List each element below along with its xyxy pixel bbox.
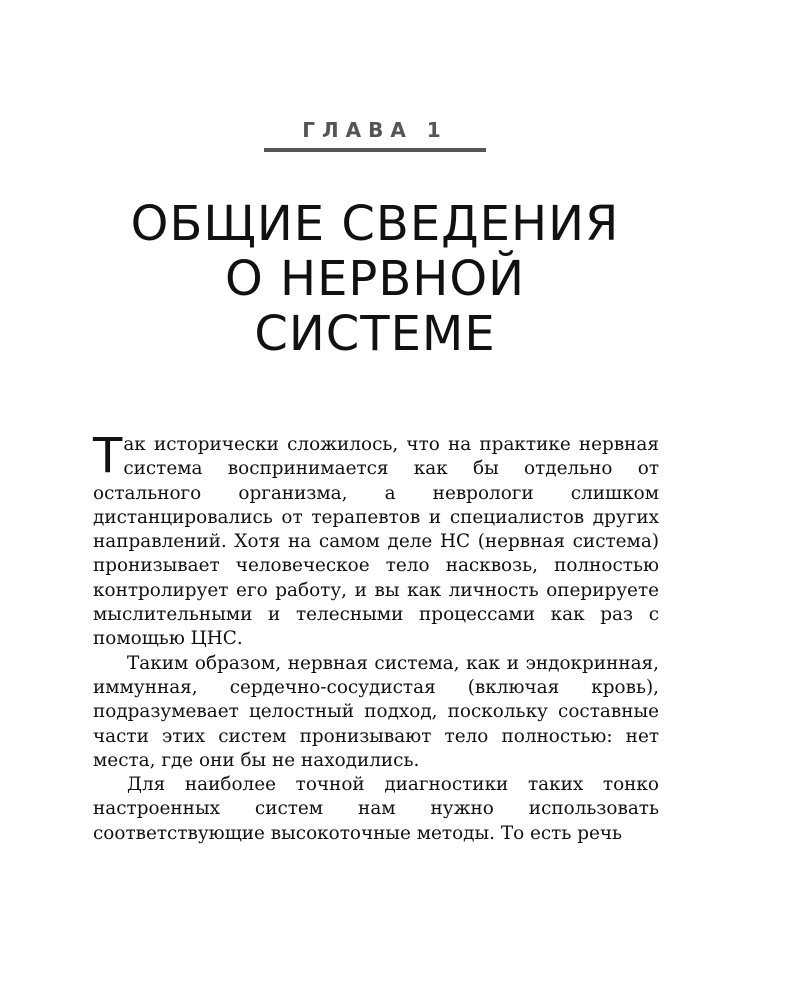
chapter-label: ГЛАВА 1 (302, 118, 448, 142)
chapter-title-line: ОБЩИЕ СВЕДЕНИЯ (130, 196, 620, 252)
chapter-title (0, 197, 750, 362)
chapter-title-line: СИСТЕМЕ (254, 306, 496, 362)
paragraph: Для наиболее точной диагностики таких тонко настроенных систем нам нужно использовать соответствующие высокоточные методы. То есть речь (93, 774, 659, 844)
body-text (93, 428, 659, 846)
chapter-title-line: О НЕРВНОЙ (224, 251, 526, 307)
paragraph-text: ак исторически сложилось, что на практике нервная система воспринимается как бы отдельно от остального организма, а неврологи слишком дистанцировались от терапевтов и специалистов других направлений. Хотя на самом деле НС (нервная система) пронизывает человеческое тело насквозь, полностью контролирует его работу, и вы как личность оперируете мыслительными и телесными процессами как раз с помощью ЦНС. (93, 434, 659, 650)
drop-cap: Т (93, 428, 123, 484)
paragraph (93, 428, 659, 652)
chapter-divider (264, 148, 486, 152)
paragraph: Таким образом, нервная система, как и эндокринная, иммунная, сердечно-сосудистая (включая кровь), подразумевает целостный подход, поскольку составные части этих систем пронизывают тело полностью: нет места, где они бы не находились. (93, 652, 659, 771)
